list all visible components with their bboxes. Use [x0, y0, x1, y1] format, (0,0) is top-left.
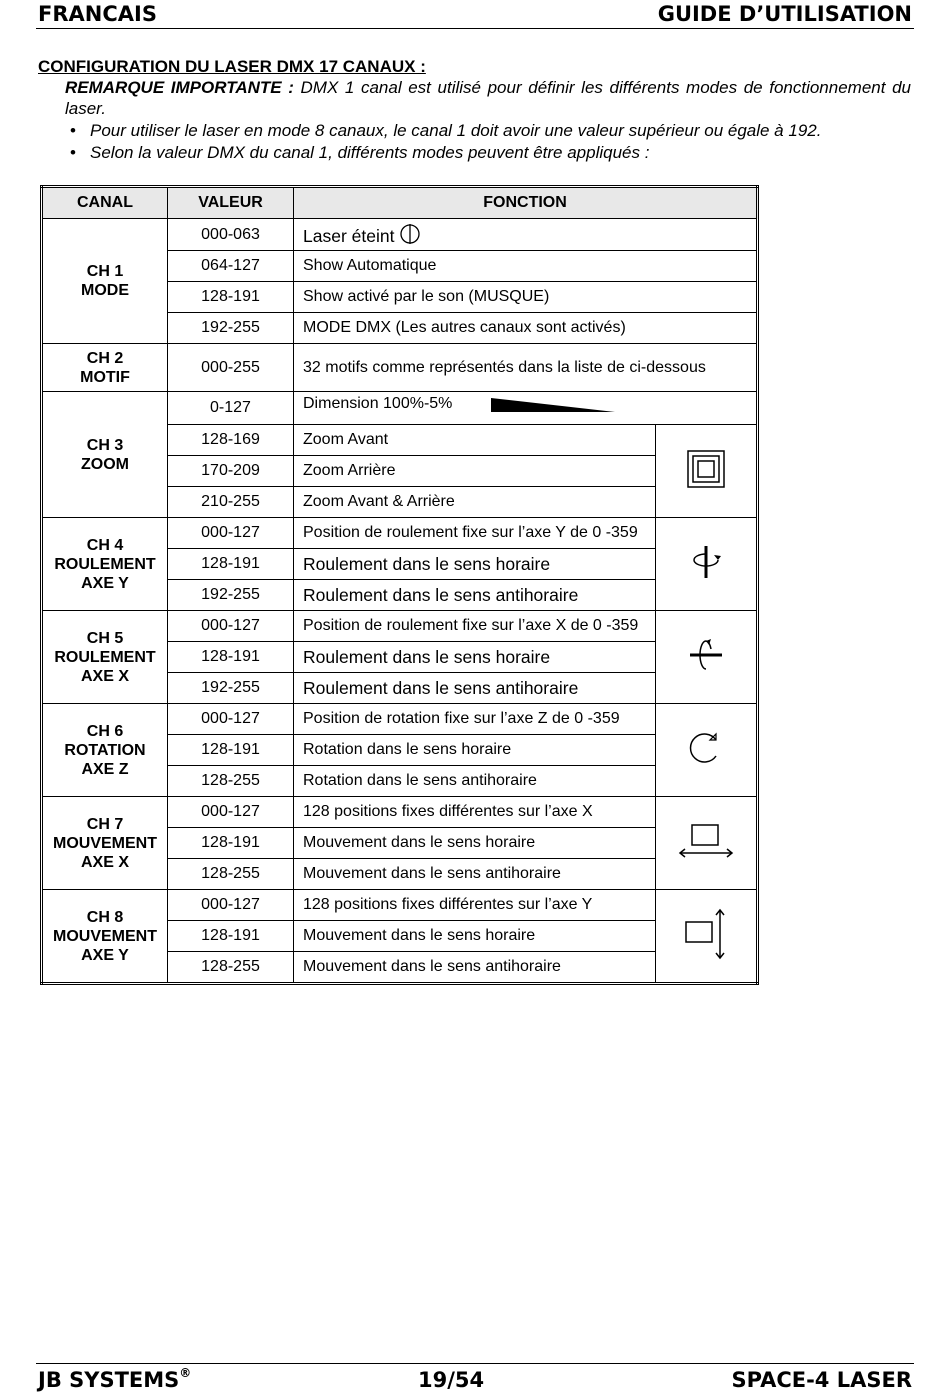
page-footer — [36, 1363, 914, 1398]
table-header-row — [42, 187, 758, 219]
value-cell: 128-169 — [168, 425, 294, 456]
important-note — [65, 77, 911, 119]
value-cell: 000-063 — [168, 219, 294, 251]
function-cell: Position de roulement fixe sur l’axe Y de 0 -359 — [294, 518, 656, 549]
function-cell: 32 motifs comme représentés dans la liste de ci-dessous — [294, 344, 758, 392]
function-cell: Zoom Avant & Arrière — [294, 487, 656, 518]
value-cell: 128-255 — [168, 859, 294, 890]
value-cell: 000-255 — [168, 344, 294, 392]
function-cell: Roulement dans le sens antihoraire — [294, 580, 656, 611]
table-row — [42, 344, 758, 392]
function-cell: MODE DMX (Les autres canaux sont activés) — [294, 313, 758, 344]
page-header — [36, 2, 914, 29]
value-cell: 128-191 — [168, 549, 294, 580]
function-cell: Show activé par le son (MUSQUE) — [294, 282, 758, 313]
table-row — [42, 797, 758, 828]
function-cell: Mouvement dans le sens horaire — [294, 921, 656, 952]
roll-x-icon-cell — [656, 611, 758, 704]
section-title: CONFIGURATION DU LASER DMX 17 CANAUX : — [38, 57, 426, 76]
value-cell: 128-191 — [168, 735, 294, 766]
bullet-item: • Selon la valeur DMX du canal 1, différents modes peuvent être appliqués : — [66, 142, 916, 164]
table-row — [42, 890, 758, 921]
value-cell: 128-255 — [168, 952, 294, 984]
value-cell: 0-127 — [168, 392, 294, 425]
col-header-canal: CANAL — [42, 187, 168, 219]
function-cell: Mouvement dans le sens antihoraire — [294, 859, 656, 890]
function-cell: Zoom Avant — [294, 425, 656, 456]
value-cell: 000-127 — [168, 704, 294, 735]
canal-cell: CH 5 ROULEMENT AXE X — [42, 611, 168, 704]
function-cell: Mouvement dans le sens antihoraire — [294, 952, 656, 984]
function-cell: Position de rotation fixe sur l’axe Z de 0 -359 — [294, 704, 656, 735]
value-cell: 064-127 — [168, 251, 294, 282]
value-cell: 170-209 — [168, 456, 294, 487]
move-y-icon-cell — [656, 890, 758, 984]
footer-product: SPACE-4 LASER — [731, 1368, 912, 1392]
canal-cell: CH 1 MODE — [42, 219, 168, 344]
page-number: 19/54 — [418, 1368, 485, 1392]
table-row — [42, 219, 758, 251]
value-cell: 192-255 — [168, 313, 294, 344]
move-x-icon-cell — [656, 797, 758, 890]
function-cell: Dimension 100%-5% — [294, 392, 758, 425]
value-cell: 192-255 — [168, 673, 294, 704]
bullet-item: • Pour utiliser le laser en mode 8 canaux, le canal 1 doit avoir une valeur supérieur ou égale à 192. — [66, 120, 916, 142]
note-label: REMARQUE IMPORTANTE : — [65, 78, 294, 97]
value-cell: 192-255 — [168, 580, 294, 611]
footer-brand: JB SYSTEMS® — [38, 1366, 192, 1392]
value-cell: 000-127 — [168, 797, 294, 828]
zoom-square-icon — [687, 450, 725, 488]
table-row — [42, 704, 758, 735]
roll-y-icon — [686, 542, 726, 582]
function-cell: Roulement dans le sens antihoraire — [294, 673, 656, 704]
function-cell: Show Automatique — [294, 251, 758, 282]
canal-cell: CH 2 MOTIF — [42, 344, 168, 392]
function-cell: Laser éteint — [294, 219, 758, 251]
zoom-icon-cell — [656, 425, 758, 518]
function-cell: Roulement dans le sens horaire — [294, 549, 656, 580]
col-header-valeur: VALEUR — [168, 187, 294, 219]
canal-cell: CH 7 MOUVEMENT AXE X — [42, 797, 168, 890]
canal-cell: CH 3 ZOOM — [42, 392, 168, 518]
bullet-list — [66, 120, 916, 164]
rotate-z-icon-cell — [656, 704, 758, 797]
canal-cell: CH 4 ROULEMENT AXE Y — [42, 518, 168, 611]
dimension-ramp-icon — [491, 394, 617, 414]
roll-y-icon-cell — [656, 518, 758, 611]
move-y-icon — [682, 908, 730, 960]
value-cell: 128-191 — [168, 921, 294, 952]
function-cell: Position de roulement fixe sur l’axe X de 0 -359 — [294, 611, 656, 642]
header-language: FRANCAIS — [38, 2, 157, 26]
function-cell: Roulement dans le sens horaire — [294, 642, 656, 673]
function-cell: Mouvement dans le sens horaire — [294, 828, 656, 859]
table-row — [42, 518, 758, 549]
value-cell: 000-127 — [168, 518, 294, 549]
canal-cell: CH 6 ROTATION AXE Z — [42, 704, 168, 797]
value-cell: 000-127 — [168, 611, 294, 642]
move-x-icon — [678, 821, 734, 861]
value-cell: 128-191 — [168, 282, 294, 313]
note-text: DMX 1 canal est utilisé pour définir les différents modes de fonctionnement du laser. — [65, 78, 911, 118]
function-cell: 128 positions fixes différentes sur l’axe Y — [294, 890, 656, 921]
function-cell: Rotation dans le sens horaire — [294, 735, 656, 766]
function-cell: Zoom Arrière — [294, 456, 656, 487]
value-cell: 128-191 — [168, 642, 294, 673]
power-off-icon — [399, 223, 421, 245]
value-cell: 000-127 — [168, 890, 294, 921]
value-cell: 210-255 — [168, 487, 294, 518]
canal-cell: CH 8 MOUVEMENT AXE Y — [42, 890, 168, 984]
function-cell: 128 positions fixes différentes sur l’axe X — [294, 797, 656, 828]
table-row — [42, 611, 758, 642]
value-cell: 128-191 — [168, 828, 294, 859]
roll-x-icon — [686, 635, 726, 675]
col-header-fonction: FONCTION — [294, 187, 758, 219]
rotate-z-icon — [686, 728, 726, 768]
table-row — [42, 392, 758, 425]
function-cell: Rotation dans le sens antihoraire — [294, 766, 656, 797]
header-doc-title: GUIDE D’UTILISATION — [657, 2, 912, 26]
value-cell: 128-255 — [168, 766, 294, 797]
dmx-channel-table — [40, 185, 759, 985]
